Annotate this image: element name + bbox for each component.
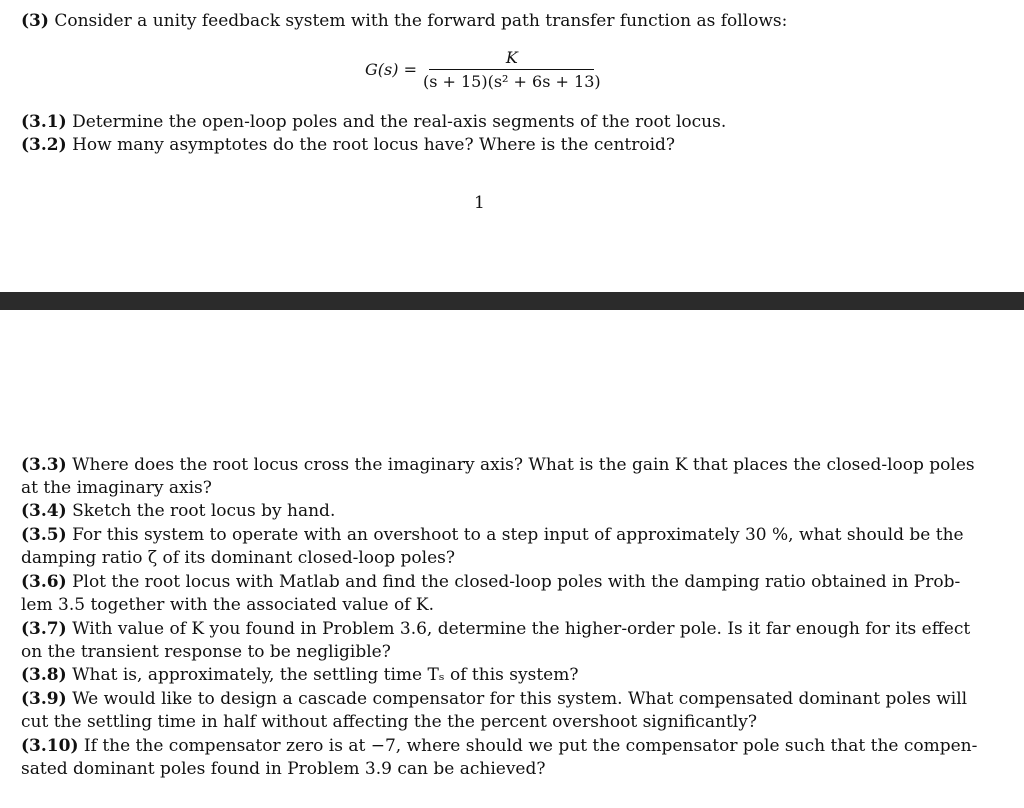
question-text: damping ratio ζ of its dominant closed-loop poles? [21, 548, 455, 568]
question-3-9 [21, 688, 967, 711]
question-3-3 [21, 454, 975, 477]
question-text: We would like to design a cascade compensator for this system. What compensated dominant poles will [66, 689, 968, 709]
problem-intro [21, 10, 787, 33]
page-number: 1 [474, 193, 485, 213]
problem-number: (3) [21, 11, 49, 31]
question-text: cut the settling time in half without affecting the the percent overshoot significantly? [21, 712, 757, 732]
question-text: With value of K you found in Problem 3.6, determine the higher-order pole. Is it far enough for its effect [66, 619, 971, 639]
question-3-3-cont [21, 477, 212, 500]
question-text: If the the compensator zero is at −7, where should we put the compensator pole such that the compen- [78, 736, 978, 756]
problem-intro-text: Consider a unity feedback system with the forward path transfer function as follows: [48, 11, 788, 31]
question-text: sated dominant poles found in Problem 3.9 can be achieved? [21, 759, 546, 779]
question-3-5-cont [21, 547, 455, 570]
question-text: Plot the root locus with Matlab and find the closed-loop poles with the damping ratio obtained in Prob- [66, 572, 961, 592]
question-text: at the imaginary axis? [21, 478, 212, 498]
question-number: (3.10) [21, 736, 79, 756]
question-number: (3.8) [21, 665, 67, 685]
question-text: How many asymptotes do the root locus have? Where is the centroid? [66, 135, 676, 155]
equation-denominator: (s + 15)(s² + 6s + 13) [422, 71, 601, 91]
question-3-9-cont [21, 711, 757, 734]
question-3-1 [21, 111, 726, 134]
question-number: (3.4) [21, 501, 67, 521]
question-text: Determine the open-loop poles and the real-axis segments of the root locus. [66, 112, 727, 132]
transfer-function-equation [365, 44, 601, 94]
question-3-7 [21, 618, 970, 641]
question-number: (3.5) [21, 525, 67, 545]
question-3-5 [21, 524, 964, 547]
question-number: (3.2) [21, 135, 67, 155]
question-number: (3.9) [21, 689, 67, 709]
equation-fraction [423, 48, 601, 91]
question-3-10-cont [21, 758, 546, 781]
question-text: lem 3.5 together with the associated value of K. [21, 595, 434, 615]
question-3-6-cont [21, 594, 434, 617]
question-number: (3.3) [21, 455, 67, 475]
question-text: For this system to operate with an overshoot to a step input of approximately 30 %, what should be the [66, 525, 964, 545]
question-3-8 [21, 664, 578, 687]
question-number: (3.7) [21, 619, 67, 639]
question-text: Sketch the root locus by hand. [66, 501, 336, 521]
question-3-4 [21, 500, 335, 523]
question-3-6 [21, 571, 960, 594]
question-3-7-cont [21, 641, 391, 664]
question-text: What is, approximately, the settling time Tₛ of this system? [66, 665, 579, 685]
question-number: (3.1) [21, 112, 67, 132]
equation-lhs: G(s) = [365, 59, 417, 79]
question-number: (3.6) [21, 572, 67, 592]
question-text: on the transient response to be negligible? [21, 642, 391, 662]
page-divider [0, 292, 1024, 310]
equation-numerator: K [505, 47, 518, 67]
question-text: Where does the root locus cross the imaginary axis? What is the gain K that places the closed-loop poles [66, 455, 975, 475]
question-3-2 [21, 134, 675, 157]
question-3-10 [21, 735, 977, 758]
